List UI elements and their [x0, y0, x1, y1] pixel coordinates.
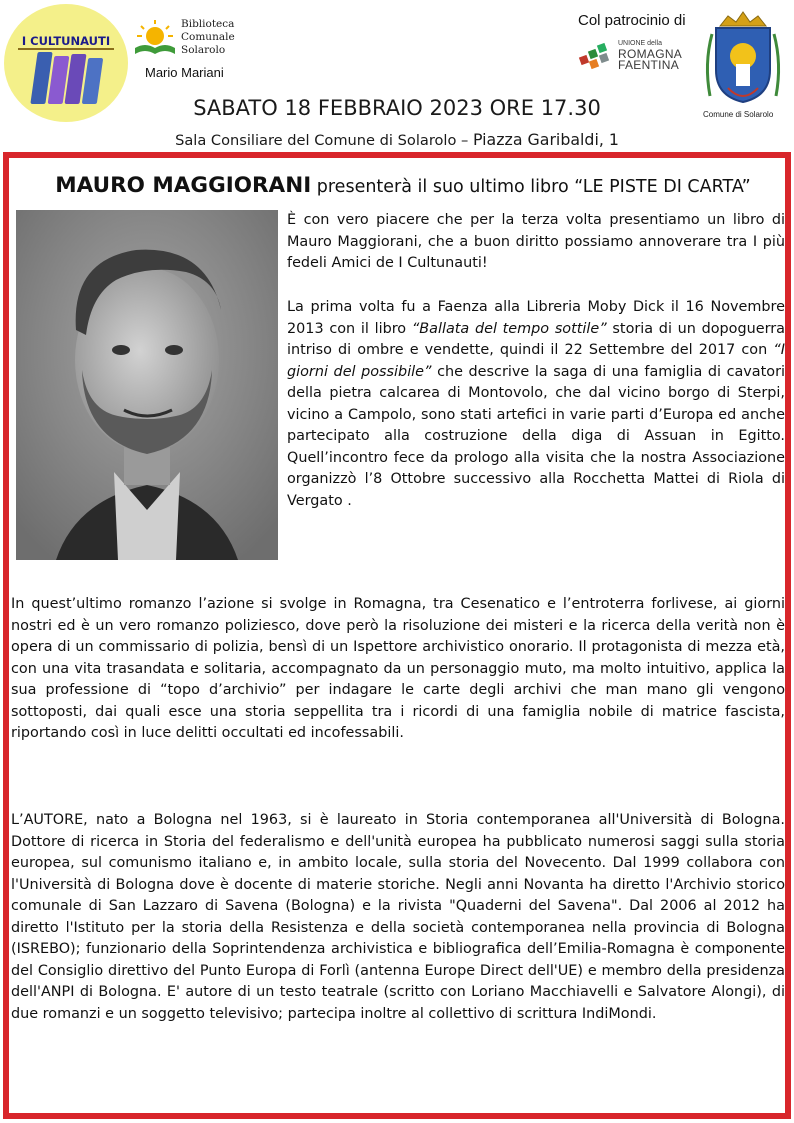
- event-date: SABATO 18 FEBBRAIO 2023 ORE 17.30: [193, 96, 601, 120]
- romagna-logo-icon: [578, 38, 616, 70]
- book-title-giorni: “I giorni del possibile”: [287, 342, 785, 380]
- biblioteca-name: [181, 18, 235, 57]
- intro-paragraph: È con vero piacere che per la terza volta presentiamo un libro di Mauro Maggiorani, che a buon diritto possiamo annoverare tra I più fedeli Amici de I Cultunauti!: [287, 212, 785, 271]
- page-header: [0, 0, 794, 148]
- biblioteca-line: Comunale: [181, 31, 235, 43]
- event-place: [0, 130, 794, 149]
- history-paragraph: [287, 297, 785, 512]
- romagna-faentina-logo: [578, 34, 690, 74]
- content-frame: [3, 152, 791, 1119]
- event-venue: Sala Consiliare del Comune di Solarolo –: [175, 132, 473, 149]
- headline-rest: presenterà il suo ultimo libro “LE PISTE DI CARTA”: [311, 177, 751, 197]
- cultunauti-logo-rule: [18, 48, 114, 50]
- book-title-ballata: “Ballata del tempo sottile”: [411, 320, 607, 337]
- author-portrait: [16, 210, 278, 560]
- author-portrait-image: [16, 210, 278, 560]
- biblioteca-line: Biblioteca: [181, 18, 235, 30]
- biblioteca-caption: Mario Mariani: [145, 65, 224, 80]
- history-text-b: storia di un dopoguerra intriso di ombre e vendette, quindi il 22 Settembre del 2017 con: [287, 320, 785, 358]
- author-bio-paragraph: L’AUTORE, nato a Bologna nel 1963, si è laureato in Storia contemporanea all'Università di Bologna. Dottore di ricerca in Storia del federalismo e dell'unità europea ha pubblicato numerosi saggi sulla storia europea, sul comunismo italiano e, in ambito locale, sulla storia del Novecento. Dal 1999 collabora con l'Università di Bologna dove è docente di materie storiche. Negli anni Novanta ha diretto l'Archivio storico comunale di San Lazzaro di Savena (Bologna) e la rivista "Quaderni del Savena". Dal 2006 al 2012 ha diretto l'Istituto per la storia della Resistenza e della società contemporanea nella provincia di Bologna (ISREBO); funzionario della Soprintendenza archivistica e bibliografica dell’Emilia-Romagna è componente del Consiglio direttivo del Punto Europa di Forlì (antenna Europe Direct dell'UE) e membro della presidenza dell'ANPI di Bologna. E' autore di un testo teatrale (scritto con Loriano Macchiavelli e Salvatore Alongi), di due romanzi e un soggetto televisivo; partecipa inoltre al collettivo di scrittura IndiMondi.: [11, 812, 785, 1022]
- author-name: MAURO MAGGIORANI: [55, 173, 312, 198]
- romagna-logo-text: [618, 38, 682, 71]
- novel-paragraph: In quest’ultimo romanzo l’azione si svolge in Romagna, tra Cesenatico e l’entroterra forlivese, ai giorni nostri ed è un vero romanzo poliziesco, dove però la risoluzione dei misteri e la ricerca della verità non è opera di un commissario di polizia, bensì di un Ispettore archivistico onorario. Il protagonista di mezza età, con una vita trasandata e solitaria, accompagnato da un personaggio muto, ma molto intuitivo, applica la sua professione di “topo d’archivio” per indagare le carte degli archivi che man mano gli vengono sottoposti, dai quali esce una storia seppellita tra i ricordi di una famiglia nobile di matrice fascista, riportando così in luce delitti occultati ed incofessabili.: [11, 596, 785, 741]
- solarolo-crest-icon: [696, 4, 790, 108]
- romagna-big-text-2: FAENTINA: [618, 58, 680, 72]
- biblioteca-line: Solarolo: [181, 44, 226, 56]
- romagna-big-text: ROMAGNA: [618, 47, 683, 61]
- patronage-label: Col patrocinio di: [578, 12, 686, 29]
- crest-caption: Comune di Solarolo: [703, 110, 774, 119]
- headline: [15, 173, 791, 198]
- romagna-small-text: UNIONE della: [618, 40, 662, 47]
- history-text-c: che descrive la saga di una famiglia di cavatori della pietra calcarea di Montovolo, che dal vicino borgo di Sterpi, vicino a Campolo, sono stati artefici in varie parti d’Europa ed anche partecipato alla costruzione della diga di Assuan in Egitto. Quell’incontro fece da prologo alla visita che la nostra Associazione organizzò l’8 Ottobre successivo alla Rocchetta Mattei di Riola di Vergato .: [287, 363, 785, 509]
- event-address: Piazza Garibaldi, 1: [472, 130, 619, 149]
- open-book-sun-icon: [133, 18, 177, 58]
- cultunauti-logo-text: I CULTUNAUTI: [21, 34, 111, 48]
- history-text-a: La prima volta fu a Faenza alla Libreria Moby Dick il 16 Novembre 2013 con il libro: [287, 299, 785, 337]
